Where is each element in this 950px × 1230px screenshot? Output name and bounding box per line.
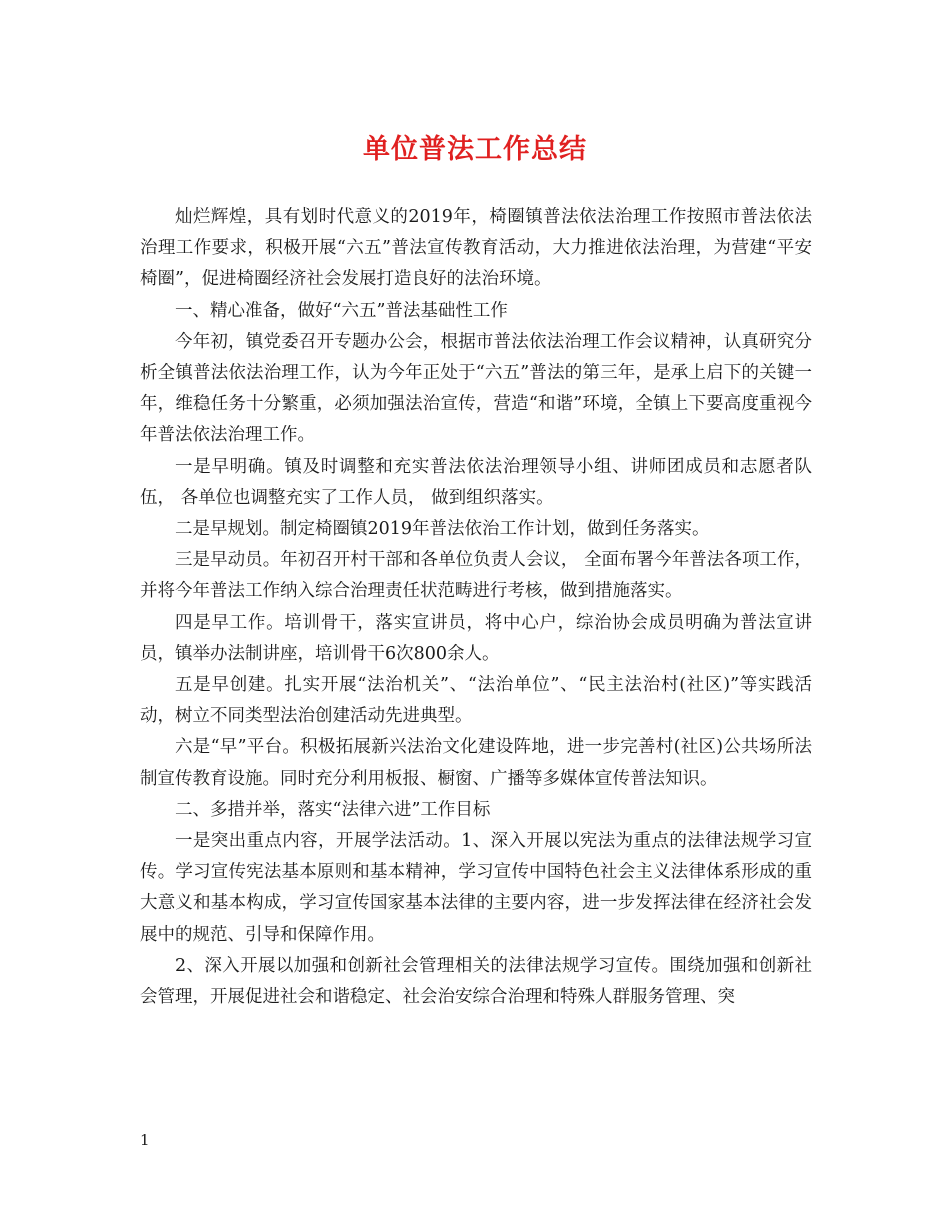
paragraph-item-6: 六是“早”平台。积极拓展新兴法治文化建设阵地，进一步完善村(社区)公共场所法制宣传教育设施。同时充分利用板报、橱窗、广播等多媒体宣传普法知识。 [140, 737, 812, 789]
page-number: 1 [140, 1131, 150, 1149]
paragraph-item-3: 三是早动员。年初召开村干部和各单位负责人会议， 全面布署今年普法各项工作，并将今年普法工作纳入综合治理责任状范畴进行考核，做到措施落实。 [140, 550, 812, 602]
section-heading-1: 一、精心准备，做好“六五”普法基础性工作 [175, 300, 508, 321]
document-title: 单位普法工作总结 [363, 134, 587, 165]
paragraph-meeting: 今年初，镇党委召开专题办公会，根据市普法依法治理工作会议精神，认真研究分析全镇普法依法治理工作，认为今年正处于“六五”普法的第三年，是承上启下的关键一年，维稳任务十分繁重，必须加强法治宣传，营造“和谐”环境，全镇上下要高度重视今年普法依法治理工作。 [140, 331, 812, 446]
paragraph-social-management: 2、深入开展以加强和创新社会管理相关的法律法规学习宣传。围绕加强和创新社会管理，开展促进社会和谐稳定、社会治安综合治理和特殊人群服务管理、突 [140, 955, 812, 1008]
document-body [140, 202, 812, 1013]
paragraph-item-5: 五是早创建。扎实开展“法治机关”、“法治单位”、“民主法治村(社区)”等实践活动，树立不同类型法治创建活动先进典型。 [140, 675, 812, 727]
paragraph-item-2: 二是早规划。制定椅圈镇2019年普法依治工作计划，做到任务落实。 [175, 519, 710, 540]
paragraph-item-4: 四是早工作。培训骨干，落实宣讲员，将中心户，综治协会成员明确为普法宣讲员，镇举办法制讲座，培训骨干6次800余人。 [140, 612, 812, 664]
paragraph-item-1: 一是早明确。镇及时调整和充实普法依法治理领导小组、讲师团成员和志愿者队伍， 各单位也调整充实了工作人员， 做到组织落实。 [140, 456, 812, 508]
section-heading-2: 二、多措并举，落实“法律六进”工作目标 [175, 799, 491, 820]
paragraph-intro: 灿烂辉煌，具有划时代意义的2019年，椅圈镇普法依法治理工作按照市普法依法治理工作要求，积极开展“六五”普法宣传教育活动，大力推进依法治理，为营建“平安椅圈”，促进椅圈经济社会发展打造良好的法治环境。 [140, 207, 812, 290]
paragraph-focus-content: 一是突出重点内容，开展学法活动。1、深入开展以宪法为重点的法律法规学习宣传。学习宣传宪法基本原则和基本精神，学习宣传中国特色社会主义法律体系形成的重大意义和基本构成，学习宣传国家基本法律的主要内容，进一步发挥法律在经济社会发展中的规范、引导和保障作用。 [140, 831, 812, 945]
